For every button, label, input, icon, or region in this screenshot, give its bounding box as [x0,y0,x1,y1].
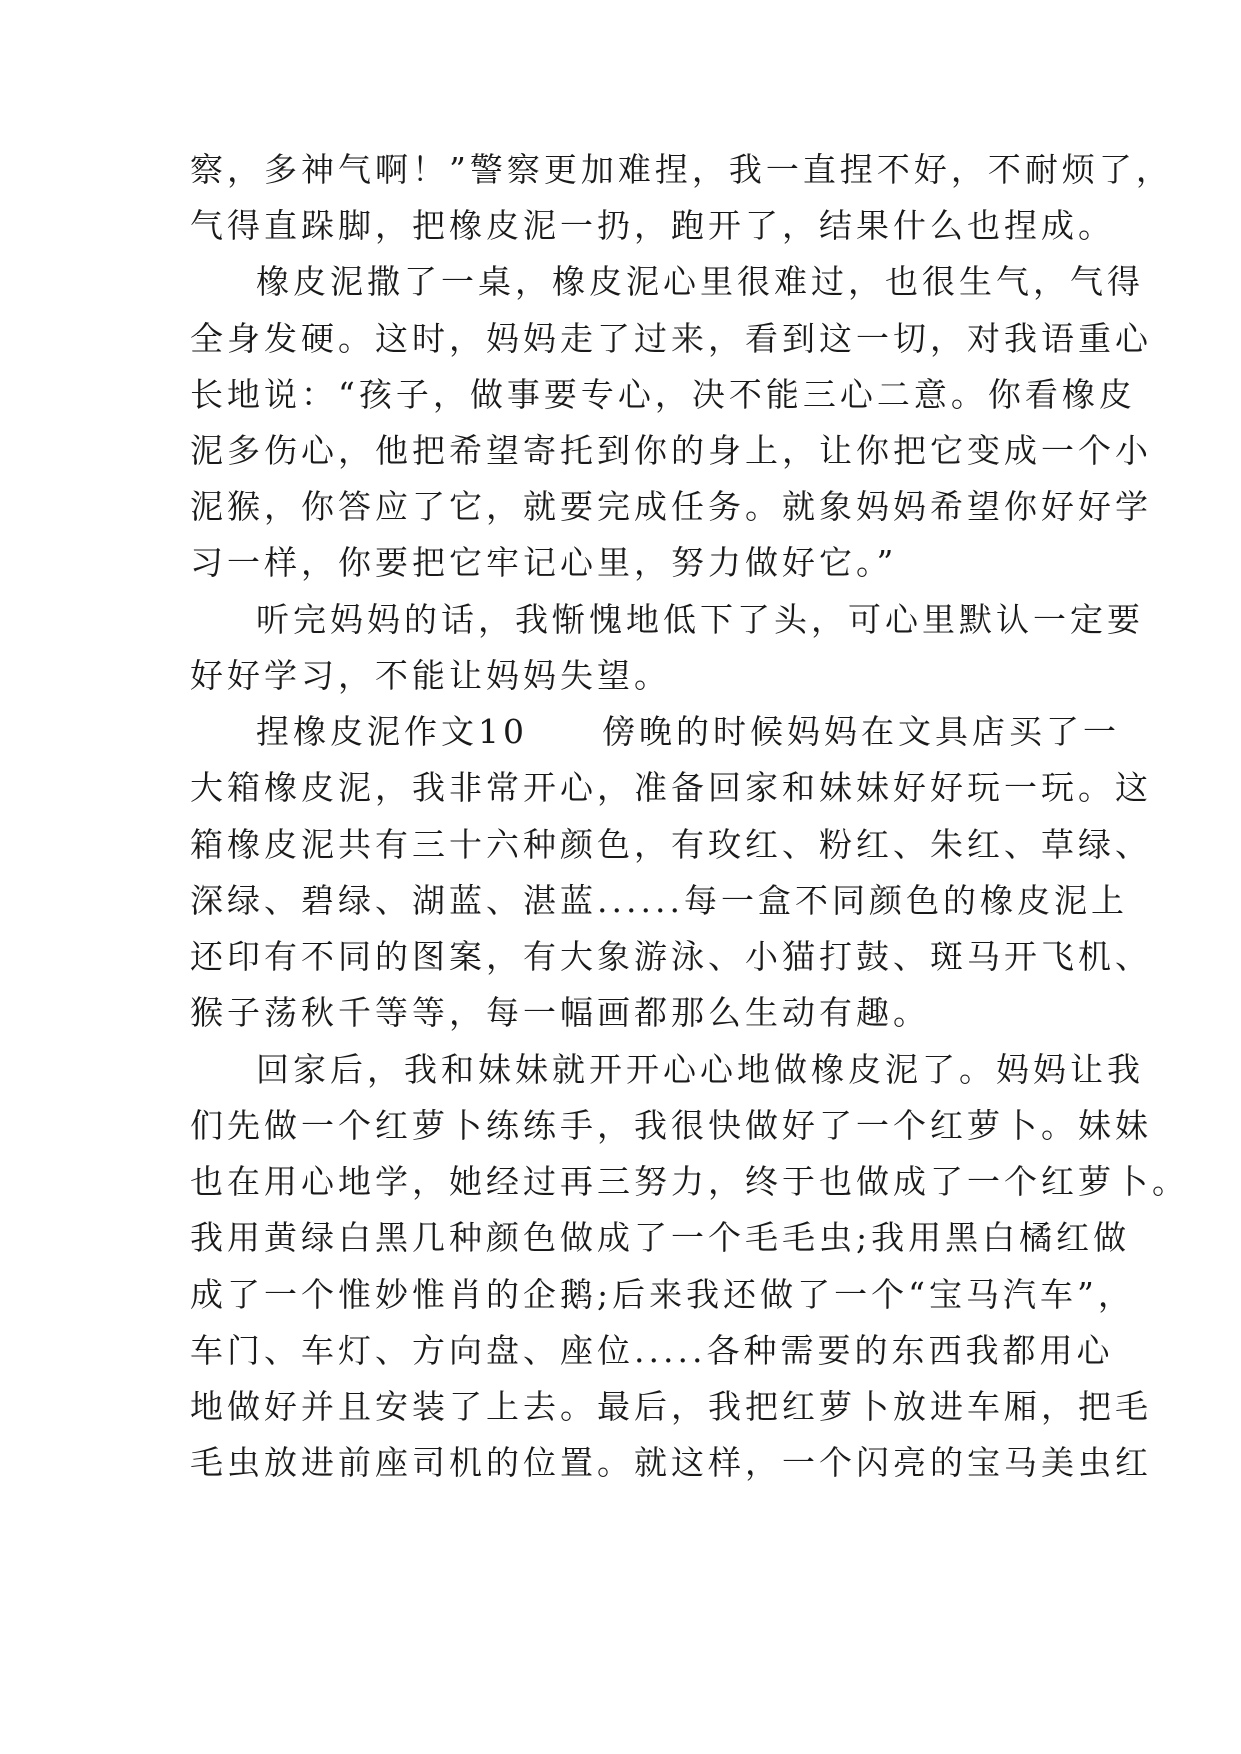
text-line: 们先做一个红萝卜练练手，我很快做好了一个红萝卜。妹妹 [190,1106,1152,1145]
essay-title-line: 捏橡皮泥作文10 傍晚的时候妈妈在文具店买了一 [256,712,1120,751]
text-line: 我用黄绿白黑几种颜色做成了一个毛毛虫;我用黑白橘红做 [190,1218,1131,1257]
text-line: 也在用心地学，她经过再三努力，终于也做成了一个红萝卜。 [190,1162,1189,1201]
text-line: 察，多神气啊！”警察更加难捏，我一直捏不好，不耐烦了， [190,150,1173,189]
text-line: 习一样，你要把它牢记心里，努力做好它。” [190,543,898,582]
text-line: 毛虫放进前座司机的位置。就这样，一个闪亮的宝马美虫红 [190,1443,1152,1482]
text-line: 泥多伤心，他把希望寄托到你的身上，让你把它变成一个小 [190,431,1152,470]
text-line: 还印有不同的图案，有大象游泳、小猫打鼓、斑马开飞机、 [190,937,1152,976]
text-line: 好好学习，不能让妈妈失望。 [190,656,671,695]
text-line: 泥猴，你答应了它，就要完成任务。就象妈妈希望你好好学 [190,487,1152,526]
paragraph-start-line: 回家后，我和妹妹就开开心心地做橡皮泥了。妈妈让我 [256,1050,1144,1089]
text-line: 长地说：“孩子，做事要专心，决不能三心二意。你看橡皮 [190,375,1136,414]
text-line: 猴子荡秋千等等，每一幅画都那么生动有趣。 [190,993,930,1032]
text-line: 地做好并且安装了上去。最后，我把红萝卜放进车厢，把毛 [190,1387,1152,1426]
text-line: 气得直跺脚，把橡皮泥一扔，跑开了，结果什么也捏成。 [190,206,1115,245]
text-line: 大箱橡皮泥，我非常开心，准备回家和妹妹好好玩一玩。这 [190,768,1152,807]
paragraph-start-line: 橡皮泥撒了一桌，橡皮泥心里很难过，也很生气，气得 [256,262,1144,301]
text-line: 全身发硬。这时，妈妈走了过来，看到这一切，对我语重心 [190,319,1152,358]
paragraph-start-line: 听完妈妈的话，我惭愧地低下了头，可心里默认一定要 [256,600,1144,639]
text-line: 成了一个惟妙惟肖的企鹅;后来我还做了一个“宝马汽车”， [190,1275,1135,1314]
text-line: 车门、车灯、方向盘、座位.....各种需要的东西我都用心 [190,1331,1114,1370]
text-line: 深绿、碧绿、湖蓝、湛蓝......每一盒不同颜色的橡皮泥上 [190,881,1128,920]
text-line: 箱橡皮泥共有三十六种颜色，有玫红、粉红、朱红、草绿、 [190,825,1152,864]
